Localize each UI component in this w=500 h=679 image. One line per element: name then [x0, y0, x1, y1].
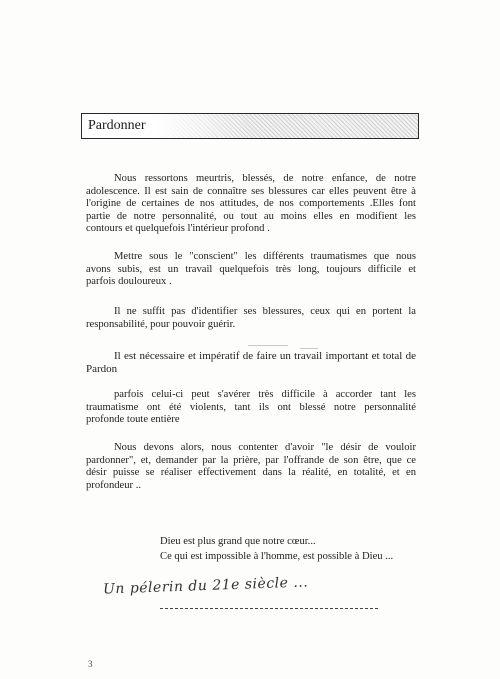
paragraph-line: Nous devons alors, nous contenter d'avoir "le désir de vouloir [114, 442, 416, 453]
paragraph-line: Mettre sous le "conscient" les différents traumatismes que nous [114, 251, 416, 262]
paragraph-line: Pardon [86, 362, 118, 375]
paragraph-line: l'origine de certaines de nos attitudes, de nos comportements .Elles font [86, 198, 416, 209]
title-box [81, 113, 419, 139]
paragraph-line: parfois celui-ci peut s'avérer très difficile à accorder tant les [114, 389, 416, 400]
closing-line-2: Ce qui est impossible à l'homme, est possible à Dieu ... [160, 551, 394, 562]
paragraph-line: pardonner", et, demander par la prière, par l'offrande de son être, que ce [86, 454, 416, 466]
paragraph-line: désir puisse se réaliser effectivement dans la réalité, en totalité, et en [86, 467, 416, 478]
paragraph-line: contours et quelquefois l'intérieur profond . [86, 223, 270, 234]
paragraph-1 [86, 173, 416, 236]
paragraph-line: parfois douloureux . [86, 276, 172, 287]
paragraph-line: responsabilité, pour pouvoir guérir. [86, 318, 236, 330]
scan-speck [300, 348, 318, 349]
paragraph-6 [86, 442, 416, 492]
paragraph-4 [86, 350, 416, 375]
page-mark: 3 [88, 659, 93, 669]
paragraph-2 [86, 251, 416, 289]
handwritten-signature: Un pélerin du 21e siècle ... [102, 574, 309, 598]
paragraph-line: profonde toute entière [86, 414, 180, 425]
paragraph-line: adolescence. Il est sain de connaître ses blessures car elles peuvent être à [86, 185, 416, 197]
paragraph-line: partie de notre personnalité, ou tout au moins elles en modifient les [86, 210, 416, 222]
paragraph-line: profondeur .. [86, 479, 142, 491]
paragraph-line: avons subis, est un travail quelquefois très long, toujours difficile et [86, 263, 416, 275]
closing-line-1: Dieu est plus grand que notre cœur... [160, 536, 316, 547]
scan-speck [248, 345, 288, 346]
paragraph-line: Il est nécessaire et impératif de faire un travail important et total de [114, 350, 416, 362]
paragraph-line: traumatisme ont été violents, tant ils ont blessé notre personnalité [86, 401, 416, 413]
dashed-divider [160, 608, 378, 609]
paragraph-5 [86, 389, 416, 427]
page-title: Pardonner [88, 118, 146, 133]
paragraph-line: Il ne suffit pas d'identifier ses blessures, ceux qui en portent la [114, 306, 416, 317]
paragraph-3 [86, 306, 416, 331]
paragraph-line: Nous ressortons meurtris, blessés, de notre enfance, de notre [114, 173, 416, 184]
